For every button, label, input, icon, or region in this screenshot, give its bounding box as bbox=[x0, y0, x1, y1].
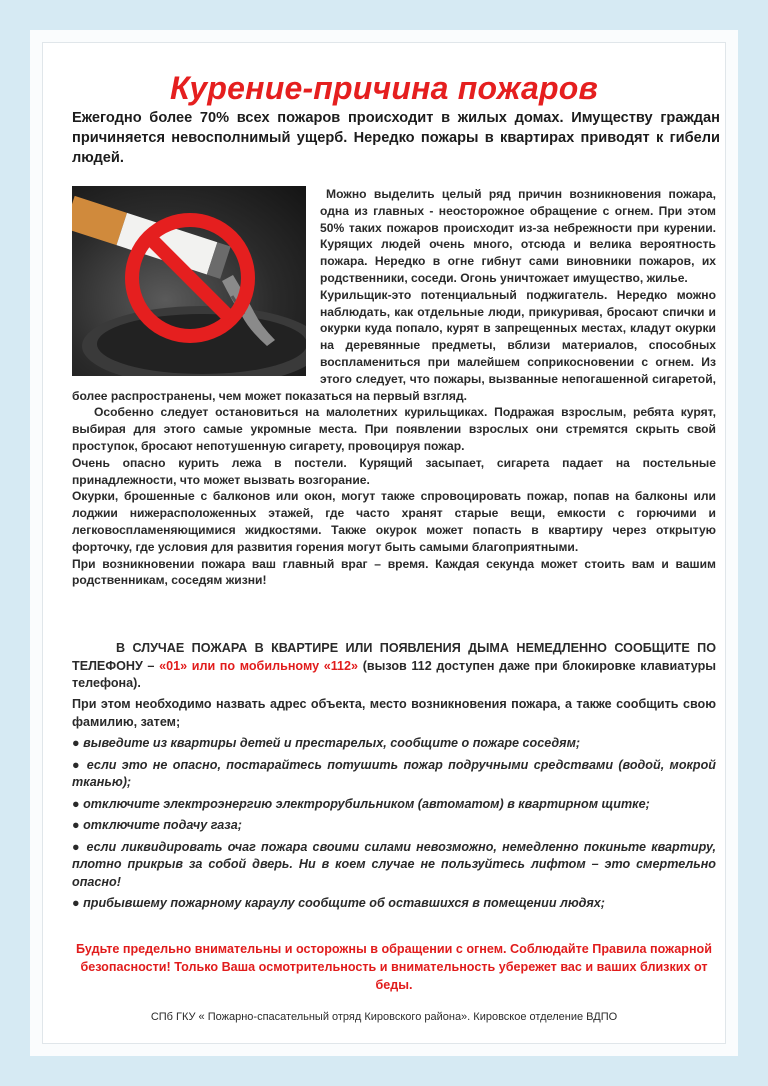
list-item: ● отключите электроэнергию электрорубильником (автоматом) в квартирном щитке; bbox=[72, 796, 650, 811]
safety-warning: Будьте предельно внимательны и осторожны в обращении с огнем. Соблюдайте Правила пожарной безопасности! Только Ваша осмотрительность и внимательность убережет вас и ваших близких от беды. bbox=[76, 942, 712, 992]
steps-intro: При этом необходимо назвать адрес объекта, место возникновения пожара, а также сообщить свою фамилию, затем; bbox=[72, 697, 716, 729]
list-item: ● если это не опасно, постарайтесь потушить пожар подручными средствами (водой, мокрой тканью); bbox=[72, 757, 716, 789]
image-spacer bbox=[72, 186, 320, 382]
intro-text: Ежегодно более 70% всех пожаров происходит в жилых домах. Имуществу граждан причиняется невосполнимый ущерб. Нередко пожары в квартирах приводят к гибели людей. bbox=[72, 110, 720, 166]
emergency-numbers: «01» или по мобильному «112» bbox=[159, 658, 359, 673]
list-item: ● отключите подачу газа; bbox=[72, 818, 242, 832]
action-steps bbox=[72, 696, 716, 917]
article-body bbox=[72, 186, 716, 589]
emergency-call-notice bbox=[72, 640, 716, 693]
paragraph-balcony: Окурки, брошенные с балконов или окон, могут также спровоцировать пожар, попав на балконы или лоджии нижерасположенных этажей, где часто хранят старые вещи, емкости с горючими и легковоспламеняющимися жидкостями. Также окурок может попасть в квартиру через открытую форточку, где условия для развития горения могут быть самыми благоприятными. bbox=[72, 489, 716, 554]
paragraph-bed: Очень опасно курить лежа в постели. Курящий засыпает, сигарета падает на постельные принадлежности, что может вызвать возгорание. bbox=[72, 455, 716, 487]
alert-note: (вызов 112 доступен даже при блокировке клавиатуры телефона). bbox=[72, 658, 717, 690]
alert-lead: В СЛУЧАЕ ПОЖАРА В КВАРТИРЕ ИЛИ ПОЯВЛЕНИЯ ДЫМА НЕМЕДЛЕННО СООБЩИТЕ ПО ТЕЛЕФОНУ – bbox=[72, 641, 716, 673]
list-item: ● если ликвидировать очаг пожара своими силами невозможно, немедленно покиньте квартиру, плотно прикрыв за собой дверь. Ни в коем случае не пользуйтесь лифтом – это смертельно опасно! bbox=[72, 839, 716, 889]
paragraph-minors: Особенно следует остановиться на малолетних курильщиках. Подражая взрослым, ребята курят, выбирая для этого самые укромные места. При появлении взрослых они стремятся скрыть свой проступок, бросают непотушенную сигарету, провоцируя пожар. bbox=[72, 405, 716, 453]
paragraph-smoker: Курильщик-это потенциальный поджигатель. Нередко можно наблюдать, как отдельные люди, прикуривая, бросают спички и окурки куда попало, курят в запрещенных местах, кладут окурки на деревянные предметы, вблизи материалов, способных воспламениться при малейшем соприкосновении с огнем. Из этого следует, что пожары, вызванные непогашенной сигаретой, более распространены, чем может показаться на первый взгляд. bbox=[72, 287, 716, 403]
list-item: ● прибывшему пожарному караулу сообщите об оставшихся в помещении людях; bbox=[72, 896, 605, 910]
list-item: ● выведите из квартиры детей и престарелых, сообщите о пожаре соседям; bbox=[72, 736, 581, 750]
footer-credit: СПб ГКУ « Пожарно-спасательный отряд Кировского района». Кировское отделение ВДПО bbox=[150, 1011, 618, 1023]
paragraph-time: При возникновении пожара ваш главный враг – время. Каждая секунда может стоить вам и вашим родственникам, соседям жизни! bbox=[72, 556, 716, 588]
page-title: Курение-причина пожаров bbox=[169, 70, 599, 106]
paragraph-causes: Можно выделить целый ряд причин возникновения пожара, одна из главных - неосторожное обращение с огнем. При этом 50% таких пожаров происходит из-за небрежности при курении. Курящих людей очень много, отсюда и велика вероятность пожара. Нередко в огне гибнут сами виновники пожаров, их родственники, соседи. Огонь уничтожает имущество, жилье. bbox=[320, 187, 716, 285]
